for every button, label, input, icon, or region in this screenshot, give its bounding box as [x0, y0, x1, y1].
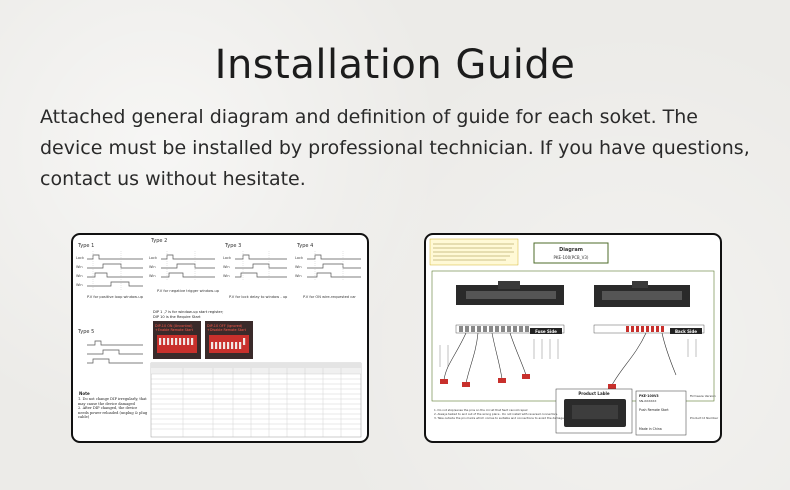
type-3-label: Type 3 [225, 243, 242, 249]
product-lable-title: Product Lable [578, 391, 610, 396]
type-4-caption: P.V for ON wire-requested car [303, 295, 356, 299]
waveform-guide-figure [73, 235, 367, 441]
svg-text:Win: Win [295, 274, 302, 278]
type-4-label: Type 4 [297, 243, 314, 249]
diagram-subtitle: PKE-100(PCB_V3) [553, 255, 589, 260]
svg-text:Win: Win [76, 274, 83, 278]
fuse-side-label: Fuse Side [535, 329, 557, 334]
note-1: 1. Do not change DIP irregularly, that may cause the device damaged [78, 397, 147, 406]
label-push: Push Remote Start [639, 408, 669, 412]
dip-off-photo [205, 321, 253, 359]
fuse-side-connector [456, 281, 564, 305]
bottom-note-1: 1. Do not stop/sense the pins on the circuit that fault cannot repair [434, 408, 528, 412]
wiring-diagram-figure [426, 235, 720, 441]
svg-text:Lock: Lock [223, 256, 231, 260]
bottom-note-3: 3. Take outside the pin marks which comes to suitable and connections to avoid the damage [434, 416, 564, 420]
pcb-wiring-diagram-card [424, 233, 722, 443]
svg-text:DIP-10 OFF (ignored): DIP-10 OFF (ignored) [207, 324, 243, 328]
back-side-label: Back Side [675, 329, 697, 334]
back-side-connector [594, 281, 690, 307]
svg-text:Lock: Lock [76, 256, 84, 260]
diagram-title: Diagram [559, 247, 583, 253]
svg-text:DIP-10 ON (Uncontrol): DIP-10 ON (Uncontrol) [155, 324, 193, 328]
label-barcode: SN-XXXXXX [639, 399, 657, 403]
svg-text:Lock: Lock [295, 256, 303, 260]
firmware-note: Firmware Version [690, 394, 716, 398]
signal-labels [76, 256, 304, 287]
dip-waveform-guide-card [71, 233, 369, 443]
svg-text:Lock: Lock [149, 256, 157, 260]
svg-text:+Disable Remote Start: +Disable Remote Start [207, 328, 246, 332]
page-description: Attached general diagram and definition of guide for each soket. The device must be installed by professional technician. If you have questions, contact us without hesitate. [40, 106, 750, 190]
type-1-caption: P.V for positive loop window-up [87, 295, 143, 299]
svg-text:Win: Win [223, 274, 230, 278]
type-1-label: Type 1 [78, 243, 95, 249]
bottom-note-2: 2. Always tested to and out of the wrong place . Do not install with reversed connectors. [434, 412, 558, 416]
note-2: 2. After DIP changed, the device needs power reloaded (unplug & plug cable) [78, 406, 148, 420]
dip-on-photo [153, 321, 201, 359]
page-title: Installation Guide [214, 42, 576, 88]
note-title: Note [79, 391, 90, 396]
svg-text:Win: Win [149, 274, 156, 278]
label-made: Made in China [639, 427, 662, 431]
pin-label-ticks [440, 339, 696, 367]
svg-text:Win: Win [76, 265, 83, 269]
waveform-guides [93, 251, 343, 290]
svg-text:Win: Win [295, 265, 302, 269]
label-model: PKE-100V3 [639, 394, 659, 398]
type-2-label: Type 2 [151, 238, 168, 244]
svg-text:Win: Win [223, 265, 230, 269]
type-5-label: Type 5 [78, 329, 95, 335]
svg-text:+Enable Remote Start: +Enable Remote Start [155, 328, 193, 332]
svg-text:Win: Win [149, 265, 156, 269]
diagram-title-box [534, 243, 608, 263]
product-id-note: Product Id Number [690, 416, 719, 420]
type-3-caption: P.V for lock delay to window - up [229, 295, 288, 299]
type-2-caption: P.V for negative trigger window-up [157, 289, 220, 293]
svg-text:Win: Win [76, 283, 83, 287]
wire-bundles [444, 333, 676, 385]
dip-note-2: DIP 10 is the Require Start [153, 315, 201, 319]
dip-note-1: DIP 1 ,7 is for window-up start register; [153, 310, 224, 314]
dip-settings-table [151, 363, 361, 437]
